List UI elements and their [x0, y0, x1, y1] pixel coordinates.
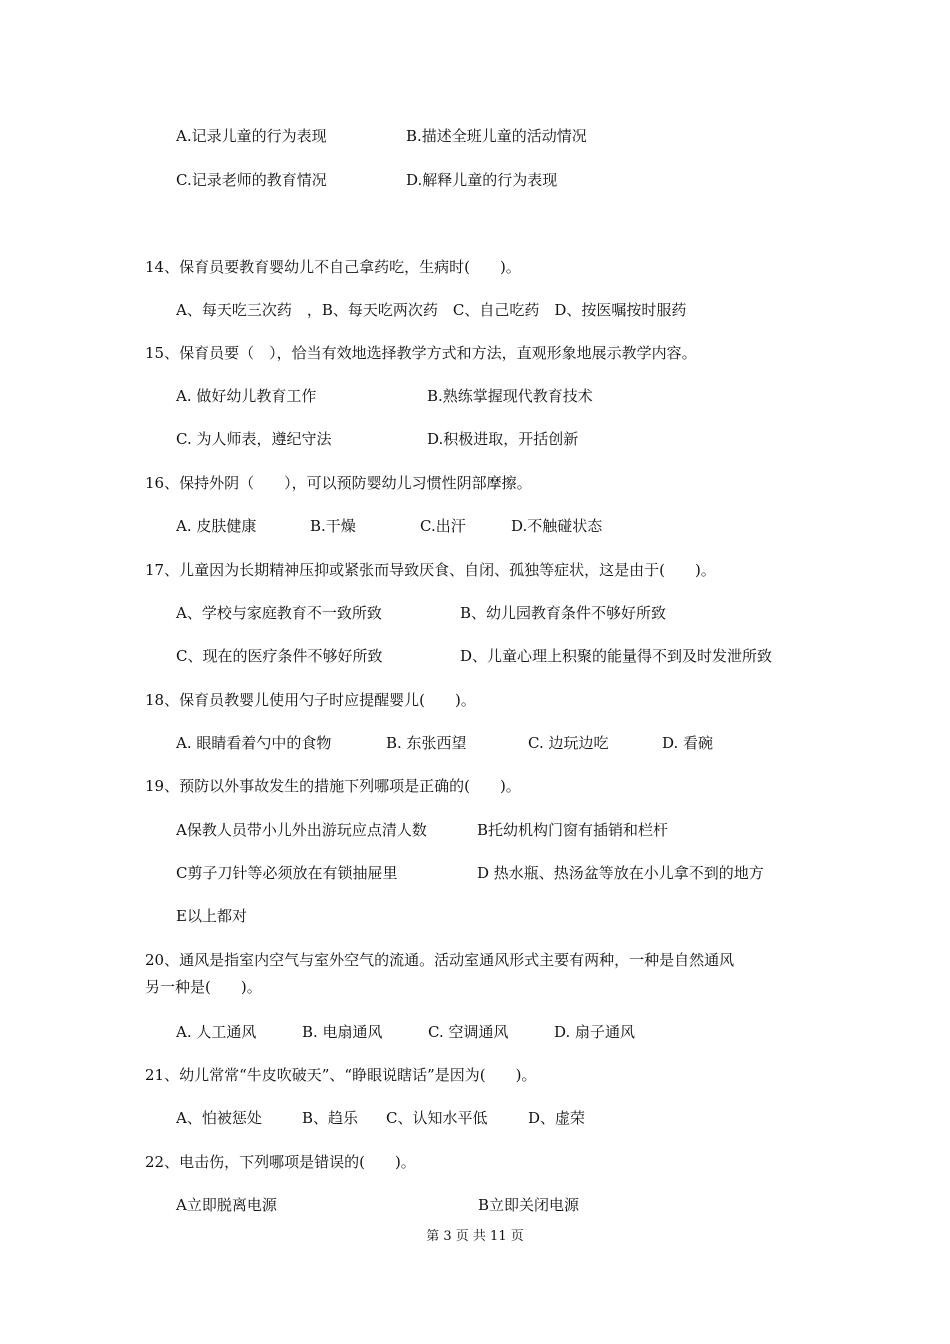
page-number-footer: 第 3 页 共 11 页 — [426, 1229, 524, 1244]
q21-option-b: B、趋乐 — [302, 1109, 359, 1127]
q18-option-d: D. 看碗 — [662, 734, 714, 752]
q16-option-a: A. 皮肤健康 — [176, 517, 257, 535]
q16-option-d: D.不触碰状态 — [511, 517, 603, 535]
q20-option-a: A. 人工通风 — [176, 1023, 257, 1041]
q21-option-a: A、怕被惩处 — [176, 1109, 262, 1127]
q15-option-b: B.熟练掌握现代教育技术 — [427, 387, 593, 405]
q18-option-b: B. 东张西望 — [386, 734, 467, 752]
q19-option-c: C剪子刀针等必须放在有锁抽屉里 — [176, 864, 398, 882]
q21-option-c: C、认知水平低 — [386, 1109, 488, 1127]
q19-option-d: D 热水瓶、热汤盆等放在小儿拿不到的地方 — [477, 864, 764, 882]
q20-option-d: D. 扇子通风 — [554, 1023, 636, 1041]
q17-stem: 17、儿童因为长期精神压抑或紧张而导致厌食、自闭、孤独等症状，这是由于( )。 — [145, 561, 716, 579]
q21-option-d: D、虚荣 — [528, 1109, 586, 1127]
q16-stem: 16、保持外阴（ ），可以预防婴幼儿习惯性阴部摩擦。 — [145, 474, 532, 492]
q21-stem: 21、幼儿常常“牛皮吹破天”、“睁眼说瞎话”是因为( )。 — [145, 1066, 537, 1084]
q19-option-b: B托幼机构门窗有插销和栏杆 — [477, 821, 669, 839]
q13-option-d: D.解释儿童的行为表现 — [406, 171, 558, 189]
q19-stem: 19、预防以外事故发生的措施下列哪项是正确的( )。 — [145, 777, 521, 795]
q22-option-b: B立即关闭电源 — [478, 1196, 580, 1214]
q22-option-a: A立即脱离电源 — [176, 1196, 277, 1214]
q15-option-c: C. 为人师表，遵纪守法 — [176, 430, 332, 448]
q14-stem: 14、保育员要教育婴幼儿不自己拿药吃，生病时( )。 — [145, 258, 521, 276]
q15-option-d: D.积极进取，开括创新 — [427, 430, 579, 448]
q17-option-d: D、儿童心理上积聚的能量得不到及时发泄所致 — [460, 647, 773, 665]
q15-stem: 15、保育员要（ ），恰当有效地选择教学方式和方法，直观形象地展示教学内容。 — [145, 344, 697, 362]
q17-option-c: C、现在的医疗条件不够好所致 — [176, 647, 383, 665]
q13-option-b: B.描述全班儿童的活动情况 — [406, 127, 587, 145]
q15-option-a: A. 做好幼儿教育工作 — [176, 387, 317, 405]
q17-option-a: A、学校与家庭教育不一致所致 — [176, 604, 382, 622]
q19-option-a: A保教人员带小儿外出游玩应点清人数 — [176, 821, 427, 839]
q13-option-a: A.记录儿童的行为表现 — [176, 127, 327, 145]
q13-option-c: C.记录老师的教育情况 — [176, 171, 327, 189]
q19-option-e: E以上都对 — [176, 907, 247, 925]
q14-options: A、每天吃三次药 ，B、每天吃两次药 C、自己吃药 D、按医嘱按时服药 — [176, 301, 687, 319]
q16-option-b: B.干燥 — [310, 517, 356, 535]
q22-stem: 22、电击伤，下列哪项是错误的( )。 — [145, 1153, 416, 1171]
q20-stem-line1: 20、通风是指室内空气与室外空气的流通。活动室通风形式主要有两种，一种是自然通风 — [145, 951, 735, 969]
q18-stem: 18、保育员教婴儿使用勺子时应提醒婴儿( )。 — [145, 691, 476, 709]
q18-option-c: C. 边玩边吃 — [528, 734, 609, 752]
q17-option-b: B、幼儿园教育条件不够好所致 — [460, 604, 667, 622]
q20-option-c: C. 空调通风 — [428, 1023, 509, 1041]
q20-stem-line2: 另一种是( )。 — [145, 978, 262, 996]
q18-option-a: A. 眼睛看着勺中的食物 — [176, 734, 332, 752]
q20-option-b: B. 电扇通风 — [302, 1023, 383, 1041]
q16-option-c: C.出汗 — [420, 517, 466, 535]
